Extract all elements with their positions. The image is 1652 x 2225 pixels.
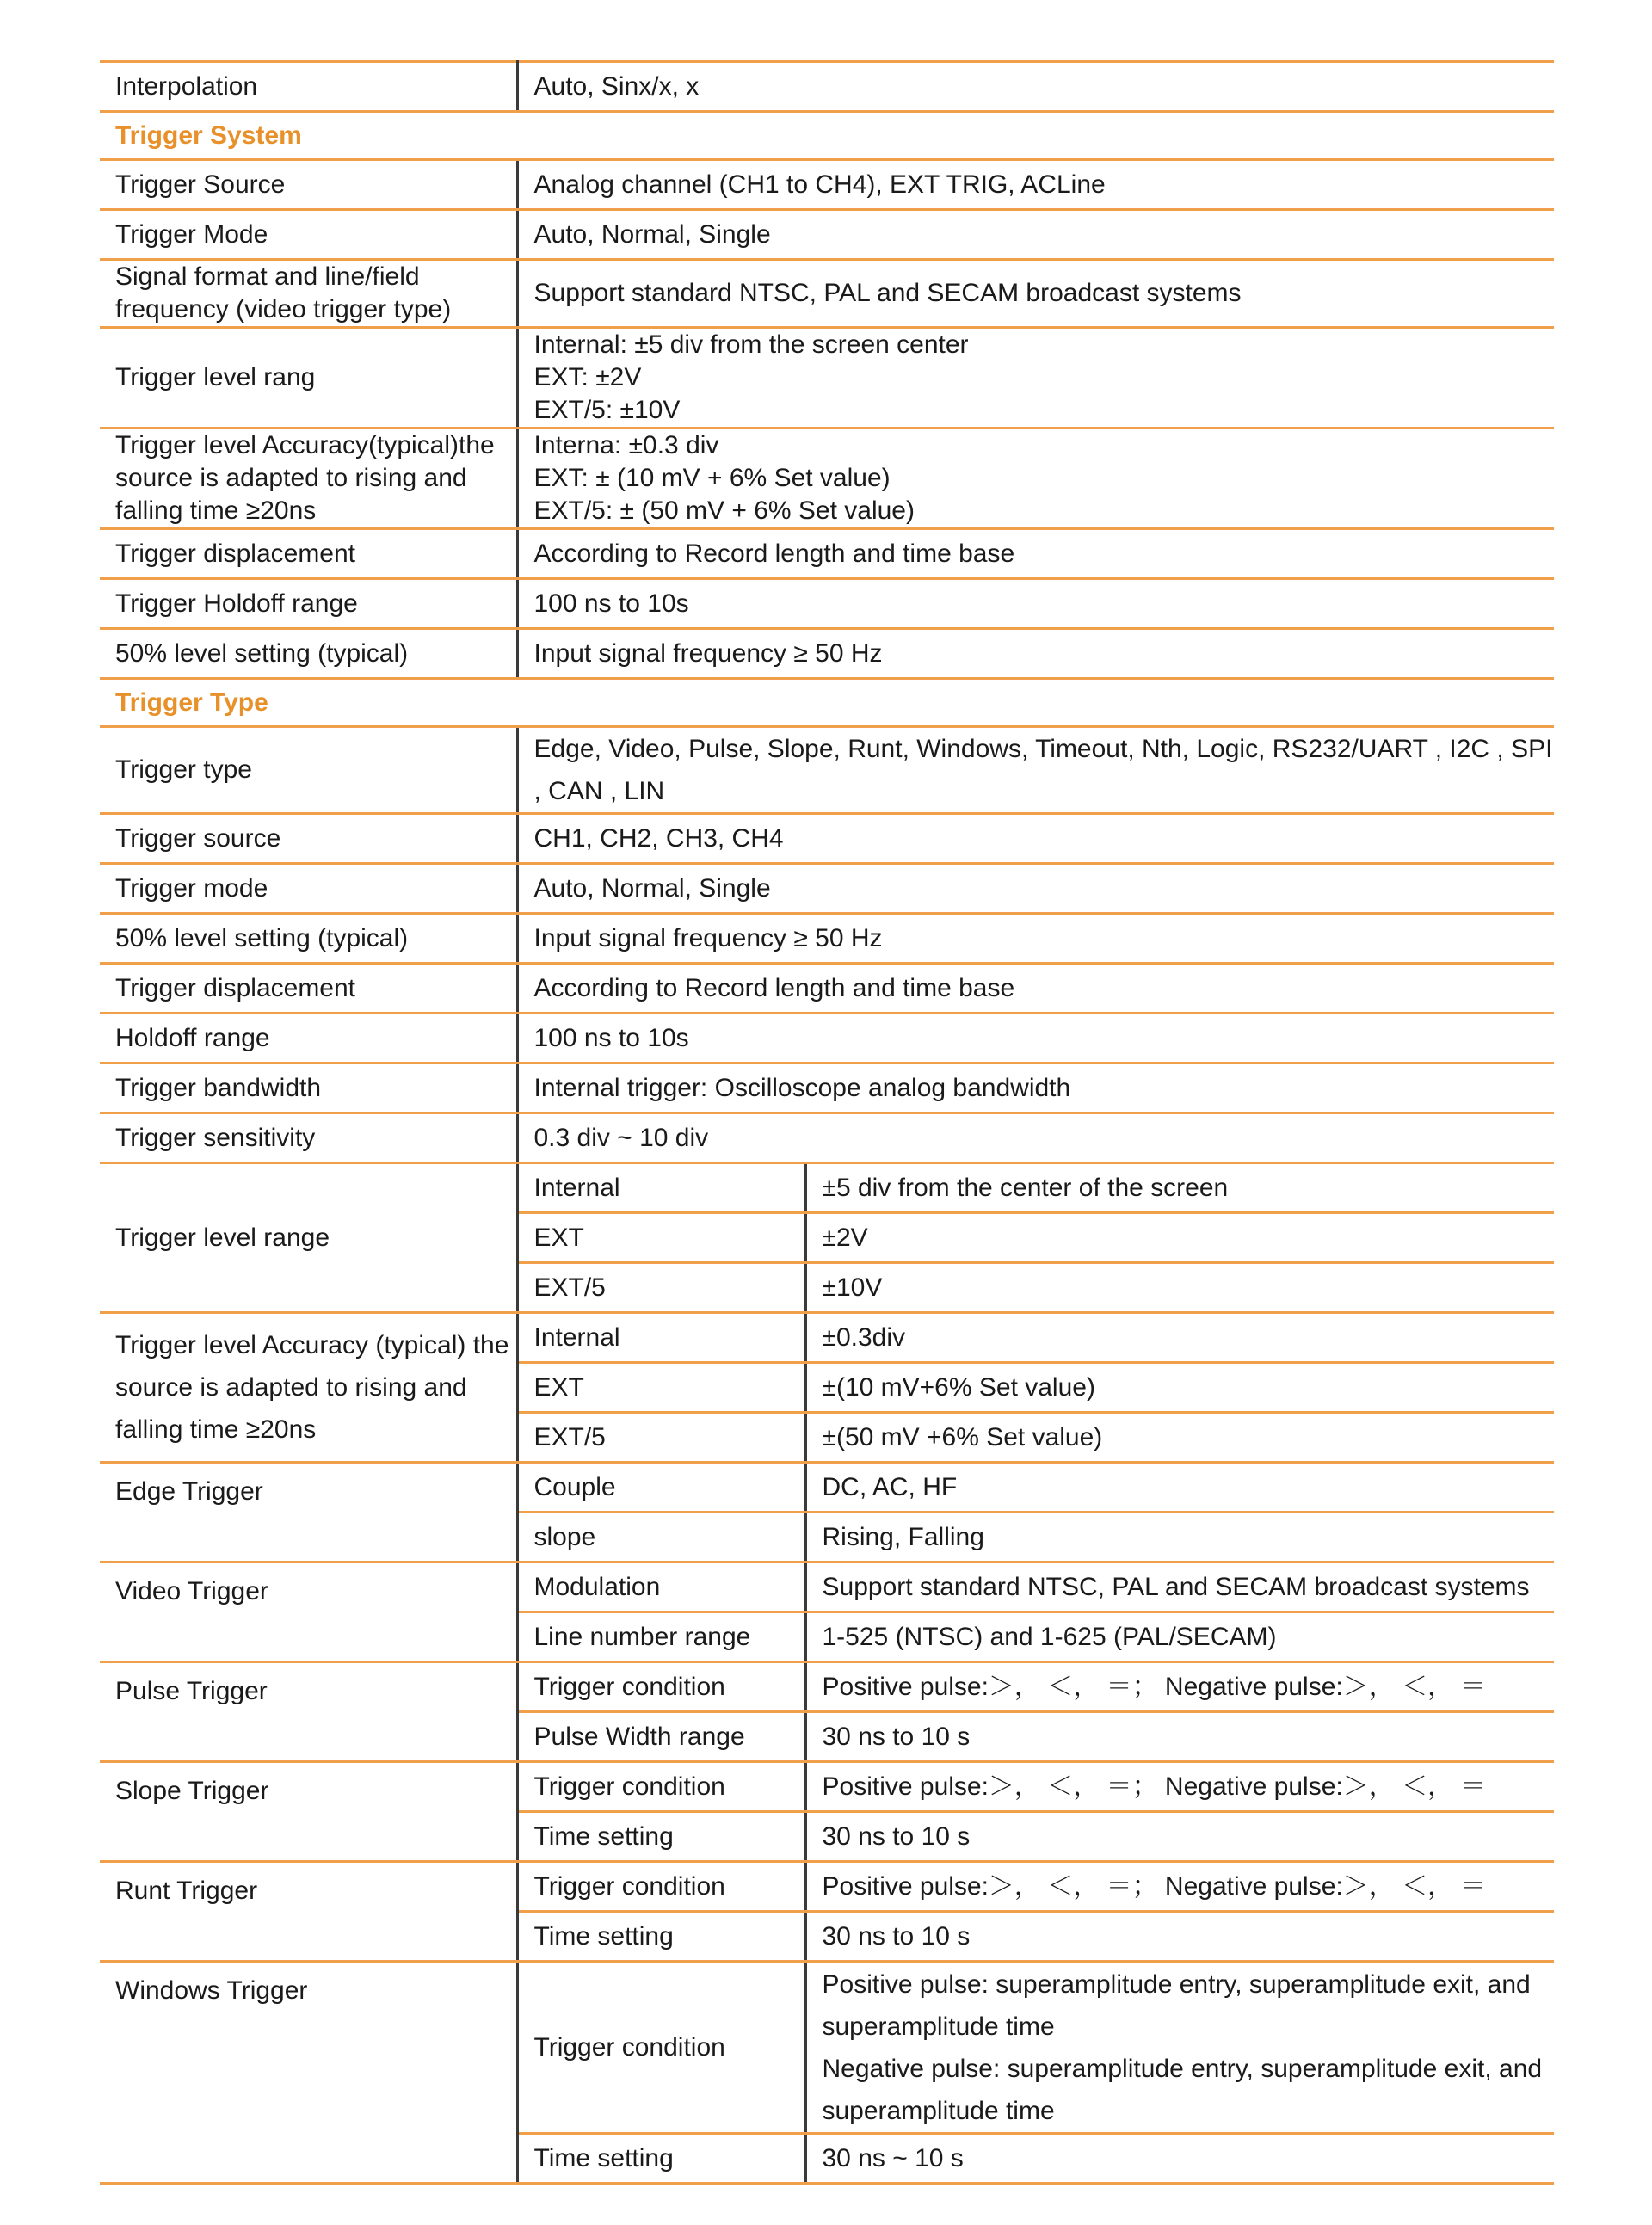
- spec-label: 50% level setting (typical): [100, 914, 517, 964]
- sub-label: Time setting: [517, 2134, 805, 2184]
- table-row: [100, 1063, 1554, 1113]
- group-label: Pulse Trigger: [100, 1662, 517, 1762]
- group-label: Slope Trigger: [100, 1762, 517, 1862]
- sub-value: Positive pulse:＞， ＜， ＝； Negative pulse:＞， ＜， ＝: [805, 1662, 1554, 1712]
- group-label: Trigger level Accuracy (typical) the source is adapted to rising and falling time ≥20ns: [100, 1313, 517, 1463]
- sub-value: Positive pulse:＞， ＜， ＝； Negative pulse:＞， ＜， ＝: [805, 1862, 1554, 1912]
- sub-value: ±(50 mV +6% Set value): [805, 1413, 1554, 1463]
- table-row: [100, 579, 1554, 629]
- section-header-row: [100, 112, 1554, 160]
- table-row: [100, 1762, 1554, 1812]
- group-label: Windows Trigger: [100, 1962, 517, 2184]
- sub-value: ±2V: [805, 1213, 1554, 1263]
- sub-label: Trigger condition: [517, 1662, 805, 1712]
- sub-value: ±0.3div: [805, 1313, 1554, 1363]
- spec-value: Interna: ±0.3 div EXT: ± (10 mV + 6% Set value) EXT/5: ± (50 mV + 6% Set value): [517, 428, 1554, 529]
- table-row: [100, 1014, 1554, 1063]
- sub-label: EXT: [517, 1213, 805, 1263]
- spec-label: Trigger Mode: [100, 210, 517, 260]
- sub-label: EXT: [517, 1363, 805, 1413]
- spec-value: According to Record length and time base: [517, 529, 1554, 579]
- spec-label: Trigger Holdoff range: [100, 579, 517, 629]
- sub-label: EXT/5: [517, 1263, 805, 1313]
- sub-value: Positive pulse:＞， ＜， ＝； Negative pulse:＞， ＜， ＝: [805, 1762, 1554, 1812]
- spec-value: Auto, Sinx/x, x: [517, 62, 1554, 112]
- group-label: Video Trigger: [100, 1562, 517, 1662]
- sub-label: Time setting: [517, 1912, 805, 1962]
- spec-value: Auto, Normal, Single: [517, 210, 1554, 260]
- sub-value: 30 ns to 10 s: [805, 1812, 1554, 1862]
- spec-label: Trigger Source: [100, 160, 517, 210]
- table-row: [100, 1562, 1554, 1612]
- table-row: [100, 864, 1554, 914]
- sub-label: Pulse Width range: [517, 1712, 805, 1762]
- spec-label: Trigger sensitivity: [100, 1113, 517, 1163]
- table-row: [100, 62, 1554, 112]
- spec-label: Trigger displacement: [100, 964, 517, 1014]
- sub-value: 1-525 (NTSC) and 1-625 (PAL/SECAM): [805, 1612, 1554, 1662]
- spec-label: 50% level setting (typical): [100, 629, 517, 679]
- spec-label: Signal format and line/field frequency (video trigger type): [100, 260, 517, 328]
- sub-label: Trigger condition: [517, 1962, 805, 2134]
- spec-label: Trigger level Accuracy(typical)the source is adapted to rising and falling time ≥20ns: [100, 428, 517, 529]
- sub-value: ±(10 mV+6% Set value): [805, 1363, 1554, 1413]
- table-row: [100, 260, 1554, 328]
- group-label: Trigger level range: [100, 1163, 517, 1313]
- spec-value: 100 ns to 10s: [517, 1014, 1554, 1063]
- table-row: [100, 1862, 1554, 1912]
- spec-label: Trigger type: [100, 727, 517, 814]
- sub-value: ±10V: [805, 1263, 1554, 1313]
- sub-label: Trigger condition: [517, 1762, 805, 1812]
- spec-value: Edge, Video, Pulse, Slope, Runt, Windows, Timeout, Nth, Logic, RS232/UART , I2C , SPI , CAN , LIN: [517, 727, 1554, 814]
- spec-value: 0.3 div ~ 10 div: [517, 1113, 1554, 1163]
- section-header-row: [100, 679, 1554, 727]
- spec-value: Input signal frequency ≥ 50 Hz: [517, 629, 1554, 679]
- table-row: [100, 727, 1554, 814]
- table-row: [100, 328, 1554, 428]
- spec-table: [100, 60, 1554, 2185]
- sub-value: Rising, Falling: [805, 1513, 1554, 1562]
- spec-label: Trigger bandwidth: [100, 1063, 517, 1113]
- table-row: [100, 210, 1554, 260]
- sub-value: DC, AC, HF: [805, 1463, 1554, 1513]
- sub-label: Trigger condition: [517, 1862, 805, 1912]
- sub-label: Modulation: [517, 1562, 805, 1612]
- spec-value: Support standard NTSC, PAL and SECAM broadcast systems: [517, 260, 1554, 328]
- sub-value: 30 ns to 10 s: [805, 1912, 1554, 1962]
- spec-value: Auto, Normal, Single: [517, 864, 1554, 914]
- spec-value: Analog channel (CH1 to CH4), EXT TRIG, ACLine: [517, 160, 1554, 210]
- sub-value: Positive pulse: superamplitude entry, superamplitude exit, and superamplitude time Negative pulse: superamplitude entry, superamplitude exit, and superamplitude time: [805, 1962, 1554, 2134]
- table-row: [100, 1463, 1554, 1513]
- spec-table-body: [100, 62, 1554, 2184]
- table-row: [100, 1662, 1554, 1712]
- table-row: [100, 529, 1554, 579]
- sub-label: Internal: [517, 1163, 805, 1213]
- sub-label: EXT/5: [517, 1413, 805, 1463]
- spec-label: Trigger level rang: [100, 328, 517, 428]
- spec-label: Trigger source: [100, 814, 517, 864]
- table-row: [100, 964, 1554, 1014]
- sub-value: ±5 div from the center of the screen: [805, 1163, 1554, 1213]
- spec-label: Trigger displacement: [100, 529, 517, 579]
- table-row: [100, 1962, 1554, 2134]
- sub-label: Line number range: [517, 1612, 805, 1662]
- spec-value: Internal trigger: Oscilloscope analog bandwidth: [517, 1063, 1554, 1113]
- spec-value: 100 ns to 10s: [517, 579, 1554, 629]
- group-label: Runt Trigger: [100, 1862, 517, 1962]
- group-label: Edge Trigger: [100, 1463, 517, 1562]
- spec-value: Input signal frequency ≥ 50 Hz: [517, 914, 1554, 964]
- table-row: [100, 914, 1554, 964]
- table-row: [100, 814, 1554, 864]
- sub-label: Internal: [517, 1313, 805, 1363]
- spec-value: Internal: ±5 div from the screen center EXT: ±2V EXT/5: ±10V: [517, 328, 1554, 428]
- spec-sheet: [100, 60, 1554, 2185]
- sub-value: 30 ns ~ 10 s: [805, 2134, 1554, 2184]
- sub-label: slope: [517, 1513, 805, 1562]
- sub-value: 30 ns to 10 s: [805, 1712, 1554, 1762]
- table-row: [100, 1313, 1554, 1363]
- table-row: [100, 160, 1554, 210]
- table-row: [100, 1163, 1554, 1213]
- spec-label: Interpolation: [100, 62, 517, 112]
- spec-label: Holdoff range: [100, 1014, 517, 1063]
- sub-label: Couple: [517, 1463, 805, 1513]
- section-heading: Trigger System: [100, 112, 1554, 160]
- sub-value: Support standard NTSC, PAL and SECAM broadcast systems: [805, 1562, 1554, 1612]
- spec-value: CH1, CH2, CH3, CH4: [517, 814, 1554, 864]
- table-row: [100, 629, 1554, 679]
- table-row: [100, 428, 1554, 529]
- spec-label: Trigger mode: [100, 864, 517, 914]
- section-heading: Trigger Type: [100, 679, 1554, 727]
- table-row: [100, 1113, 1554, 1163]
- spec-value: According to Record length and time base: [517, 964, 1554, 1014]
- sub-label: Time setting: [517, 1812, 805, 1862]
